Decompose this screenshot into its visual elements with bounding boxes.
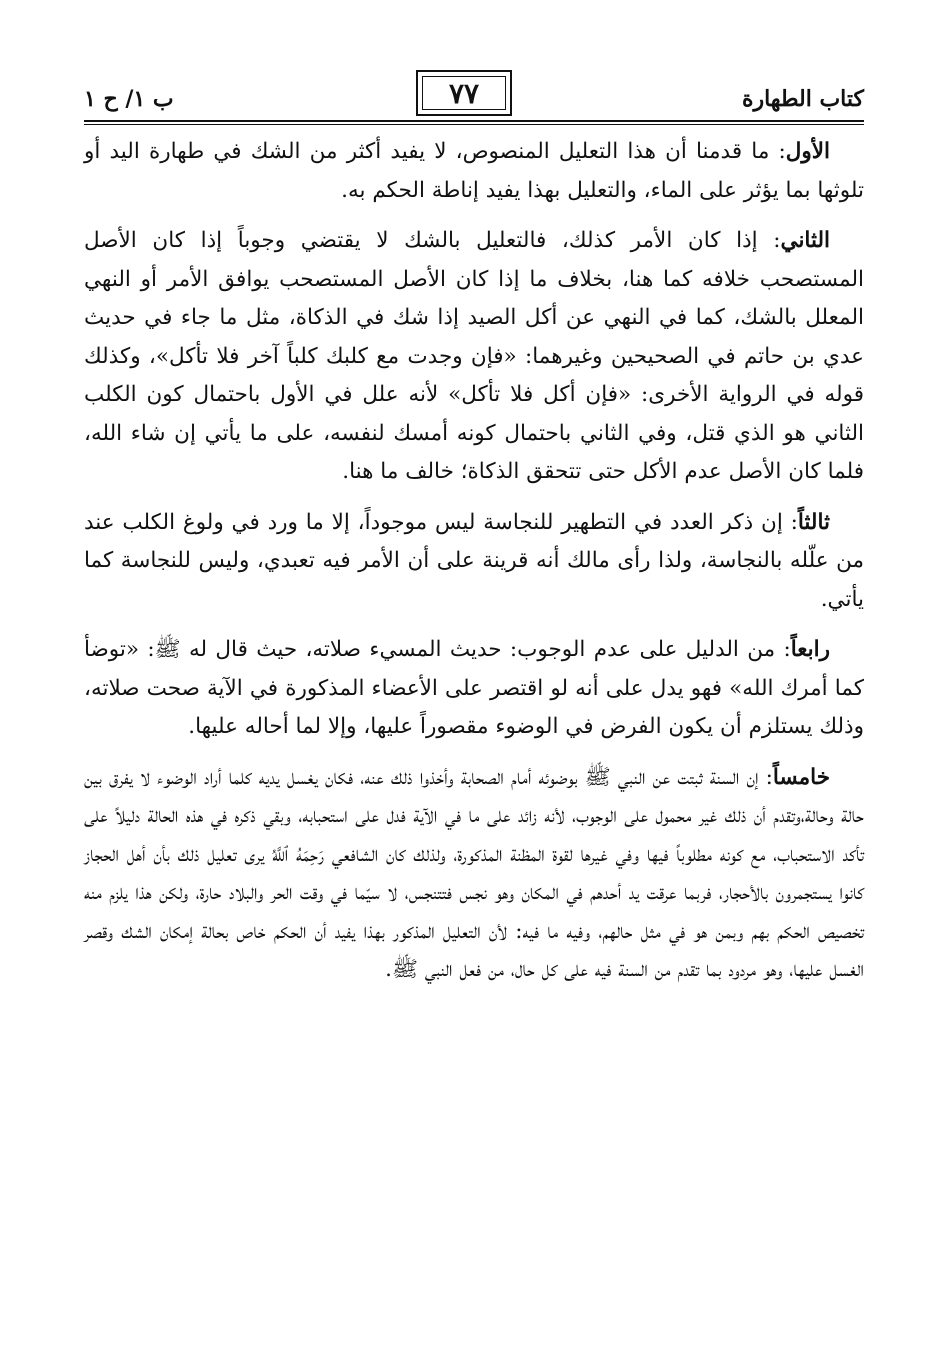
paragraph-lead: الثاني	[780, 228, 830, 253]
chapter-reference: ب ١/ ح ١	[84, 86, 174, 112]
header-rule-thin	[84, 124, 864, 125]
header-rule	[84, 120, 864, 122]
paragraph-text: : من الدليل على عدم الوجوب: حديث المسيء صلاته، حيث قال له ﷺ: «توضأ كما أمرك الله» فهو يدل على أنه لو اقتصر على الأعضاء المذكورة في الآية صحت صلاته، وذلك يستلزم أن يكون الفرض في الوضوء مقصوراً عليها، وإلا لما أحاله عليها.	[84, 637, 864, 739]
paragraph-text: : ما قدمنا أن هذا التعليل المنصوص، لا يفيد أكثر من الشك في طهارة اليد أو تلوثها بما يؤثر على الماء، والتعليل بهذا يفيد إناطة الحكم به.	[84, 139, 864, 203]
paragraph-lead: ثالثاً	[797, 509, 830, 535]
paragraph-lead: خامساً	[772, 764, 830, 790]
paragraph-fifth	[84, 759, 864, 990]
book-page	[84, 64, 864, 1002]
paragraph-lead: الأول	[785, 139, 830, 164]
paragraph-lead: رابعاً	[790, 637, 830, 662]
paragraph-first	[84, 133, 864, 210]
paragraph-second	[84, 222, 864, 492]
paragraph-fourth	[84, 631, 864, 747]
paragraph-third	[84, 504, 864, 620]
paragraph-text: : إن ذكر العدد في التطهير للنجاسة ليس موجوداً، إلا ما ورد في ولوغ الكلب عند من علّله بالنجاسة، ولذا رأى مالك أنه قرينة على أن الأمر فيه تعبدي، وليس للنجاسة كما يأتي.	[84, 509, 864, 612]
page-number-frame	[416, 70, 512, 116]
paragraph-text: : إن السنة ثبتت عن النبي ﷺ بوضوئه أمام الصحابة وأخذوا ذلك عنه، فكان يغسل يديه كلما أراد الوضوء لا يفرق بين حالة وحالة،وتقدم أن ذلك غير محمول على الوجوب، لأنه زائد على ما في الآية فدل على استحبابه، وبقي ذكره في هذه الحالة دليلاً على تأكد الاستحباب، مع كونه مطلوباً فيها وفي غيرها لقوة المظنة المذكورة، ولذلك كان الشافعي رَحِمَهُ ٱللَّهُ يرى تعليل ذلك بأن أهل الحجاز كانوا يستجمرون بالأحجار، فربما عرقت يد أحدهم في المكان وهو نجس فتتنجس، لا سيّما في وقت الحر والبلاد حارة، ولكن هذا يلزم منه تخصيص الحكم بهم وبمن هو في مثل حالهم، وفيه ما فيه: لأن التعليل المذكور بهذا يفيد أن الحكم خاص بحالة إمكان الشك وقصر الغسل عليها، وهو مردود بما تقدم من السنة فيه على كل حال، من فعل النبي ﷺ.	[84, 764, 864, 982]
book-title: كتاب الطهارة	[741, 86, 864, 112]
paragraph-text: : إذا كان الأمر كذلك، فالتعليل بالشك لا يقتضي وجوباً إذا كان الأصل المستصحب خلافه كما هنا، بخلاف ما إذا كان الأصل المستصحب يوافق الأمر أو النهي المعلل بالشك، كما في النهي عن أكل الصيد إذا شك في الذكاة، مثل ما جاء في حديث عدي بن حاتم في الصحيحين وغيرهما: «فإن وجدت مع كلبك كلباً آخر فلا تأكل»، وكذلك قوله في الرواية الأخرى: «فإن أكل فلا تأكل» لأنه علل في الأول باحتمال كون الكلب الثاني هو الذي قتل، وفي الثاني باحتمال كونه أمسك لنفسه، على ما يأتي إن شاء الله، فلما كان الأصل عدم الأكل حتى تتحقق الذكاة؛ خالف ما هنا.	[84, 228, 864, 484]
page-body	[84, 133, 864, 990]
page-number: ٧٧	[448, 76, 480, 110]
page-header	[84, 64, 864, 120]
